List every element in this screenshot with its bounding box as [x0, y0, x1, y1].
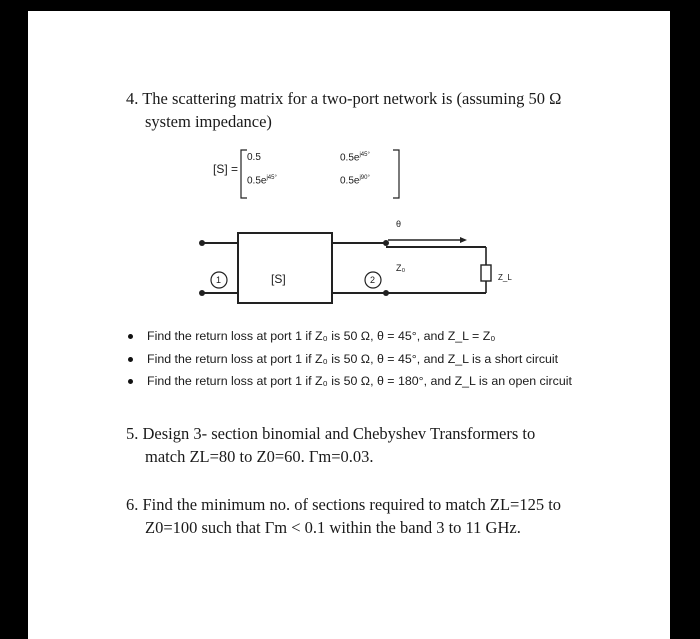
question-5-text-line2: match ZL=80 to Z0=60. Γm=0.03. — [145, 447, 374, 466]
document-page: 4. The scattering matrix for a two-port network is (assuming 50 Ω system impedance) [S] = 0.5 $0.5e^{j45^\circ}$ $0.5e^{j45^\circ}$ $0.5e^{j90^\circ}$ 1 2 [S] θ Z₀ Z_L Find the return loss at port 1 if Z₀ is 50 Ω, θ = 45°, and Z_L = Z₀ Find the return loss at port 1 if Z₀ is 50 Ω, θ = 45°, and Z_L is a short circuit Find the return loss at port 1 if Z₀ is 50 Ω, θ = 180°, and Z_L is an open circuit 5. Design 3- section binomial and Chebyshev Transformers to match ZL=80 to Z0=60. Γm=0.03. 6. Find the minimum no. of sections required to match ZL=125 to Z0=100 such that Γm < 0.1 within the band 3 to 11 GHz. — [28, 11, 670, 639]
bullet-dot — [128, 379, 133, 384]
question-5-text-line1: 5. Design 3- section binomial and Chebyshev Transformers to — [126, 424, 536, 443]
port2-top-terminal — [383, 240, 389, 246]
matrix-s12: $0.5e^{j45^\circ}$ — [340, 152, 370, 164]
theta-arrow-head — [460, 237, 467, 243]
port1-bottom-terminal — [199, 290, 205, 296]
load-impedance-box — [481, 265, 491, 281]
z0-label: Z₀ — [396, 263, 406, 273]
matrix-s22: $0.5e^{j90^\circ}$ — [340, 175, 370, 187]
question-6-text-line2: Z0=100 such that Γm < 0.1 within the band 3 to 11 GHz. — [145, 518, 521, 537]
zl-label: Z_L — [498, 273, 512, 282]
question-4-text-line1: 4. The scattering matrix for a two-port network is (assuming 50 Ω — [126, 89, 562, 108]
s-block-label: [S] — [271, 272, 286, 286]
bullet-dot — [128, 334, 133, 339]
port1-top-terminal — [199, 240, 205, 246]
port1-label: 1 — [216, 275, 222, 285]
matrix-s11: 0.5 — [247, 152, 261, 163]
matrix-s21: $0.5e^{j45^\circ}$ — [247, 175, 277, 187]
question-4-text-line2: system impedance) — [145, 112, 272, 131]
port2-label: 2 — [370, 275, 376, 285]
question-6-text-line1: 6. Find the minimum no. of sections required to match ZL=125 to — [126, 495, 562, 514]
two-port-circuit-diagram — [188, 207, 508, 317]
matrix-brackets — [239, 148, 439, 200]
s-parameter-block — [238, 233, 332, 303]
theta-label: θ — [396, 219, 402, 229]
bullet-dot — [128, 357, 133, 362]
matrix-label: [S] = — [213, 162, 239, 176]
